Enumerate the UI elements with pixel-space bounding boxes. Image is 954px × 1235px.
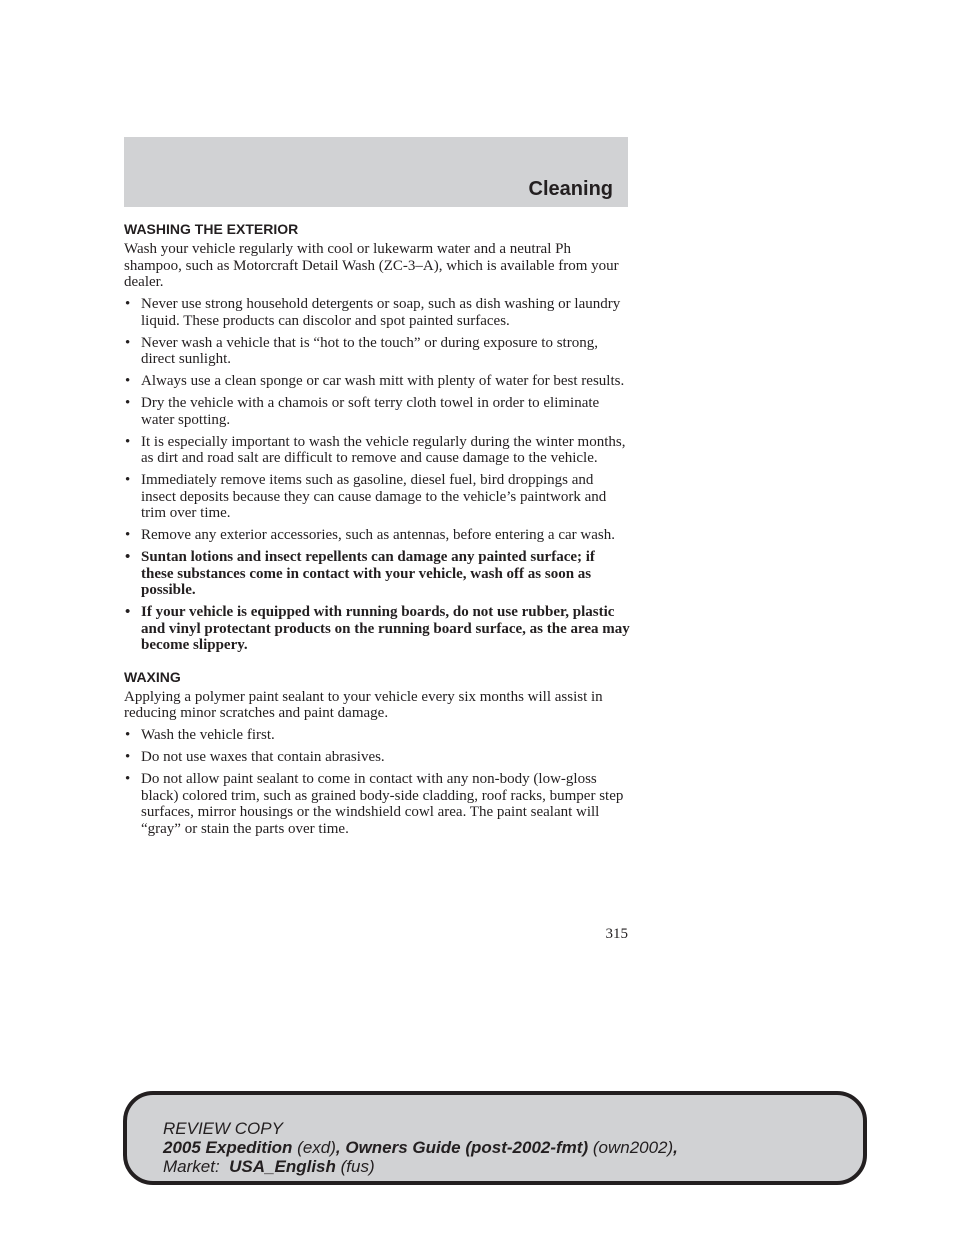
list-item: • Never use strong household detergents or soap, such as dish washing or laundry liquid. These products can discolor and spot painted surfaces. [125, 296, 621, 329]
page-number: 315 [605, 926, 628, 942]
waxing-intro: Applying a polymer paint sealant to your vehicle every six months will assist in reducing minor scratches and paint damage. [124, 688, 603, 721]
list-item: • Do not use waxes that contain abrasives. [125, 749, 385, 765]
footer-guide: , Owners Guide (post-2002-fmt) [335, 1138, 589, 1157]
bullet-icon: • [125, 334, 131, 351]
list-item: • Dry the vehicle with a chamois or soft terry cloth towel in order to eliminate water spotting. [125, 395, 600, 428]
list-item: • Never wash a vehicle that is “hot to the touch” or during exposure to strong, direct sunlight. [125, 334, 598, 367]
bullet-icon: • [125, 549, 131, 565]
waxing-heading: WAXING [124, 668, 181, 685]
footer-guide-code: (own2002) [592, 1138, 674, 1157]
list-item: • Do not allow paint sealant to come in contact with any non-body (low-gloss black) colored trim, such as grained body-side cladding, roof racks, bumper step surfaces, mirror housings or the windshield cowl area. The paint sealant will “gray” or stain the parts over time. [125, 771, 624, 837]
bullet-icon: • [125, 433, 131, 450]
footer-model-line [163, 1138, 678, 1157]
warning-list-item: • Suntan lotions and insect repellents can damage any painted surface; if these substances come in contact with your vehicle, wash off as soon as possible. [125, 549, 595, 598]
list-item: • Immediately remove items such as gasoline, diesel fuel, bird droppings and insect deposits because they can cause damage to the vehicle’s paintwork and trim over time. [125, 472, 607, 521]
list-item: • It is especially important to wash the vehicle regularly during the winter months, as dirt and road salt are difficult to remove and cause damage to the vehicle. [125, 433, 626, 466]
review-copy-label: REVIEW COPY [163, 1119, 283, 1138]
washing-bullet-list [124, 296, 630, 654]
footer-model: 2005 Expedition [163, 1138, 293, 1157]
footer-market-code: (fus) [340, 1157, 375, 1176]
list-item: • Always use a clean sponge or car wash mitt with plenty of water for best results. [125, 373, 625, 389]
bullet-icon: • [125, 296, 131, 312]
bullet-icon: • [125, 771, 131, 787]
section-header-band [124, 137, 628, 207]
bullet-icon: • [125, 527, 131, 543]
section-title: Cleaning [528, 178, 613, 200]
list-item: • Remove any exterior accessories, such as antennas, before entering a car wash. [125, 527, 615, 543]
bullet-icon: • [125, 727, 131, 743]
footer-text [163, 1119, 678, 1176]
bullet-icon: • [125, 472, 131, 488]
bullet-icon: • [125, 604, 131, 620]
washing-intro: Wash your vehicle regularly with cool or lukewarm water and a neutral Ph shampoo, such as Motorcraft Detail Wash (ZC-3–A), which is available from your dealer. [124, 241, 619, 290]
washing-section [124, 220, 630, 654]
list-item: • Wash the vehicle first. [125, 727, 275, 743]
bullet-icon: • [125, 749, 131, 765]
footer-market-label: Market: [163, 1157, 220, 1176]
footer-comma: , [673, 1138, 678, 1157]
waxing-bullet-list [124, 727, 630, 837]
bullet-icon: • [125, 395, 131, 411]
review-copy-footer [123, 1091, 867, 1185]
footer-model-code: (exd) [297, 1138, 336, 1157]
waxing-section [124, 668, 630, 838]
washing-heading: WASHING THE EXTERIOR [124, 221, 299, 237]
footer-market-line [163, 1157, 678, 1176]
bullet-icon: • [125, 373, 131, 389]
warning-list-item: • If your vehicle is equipped with running boards, do not use rubber, plastic and vinyl protectant products on the running board surface, as the area may become slippery. [125, 604, 630, 653]
footer-market: USA_English [229, 1157, 336, 1176]
page-content [124, 220, 630, 837]
